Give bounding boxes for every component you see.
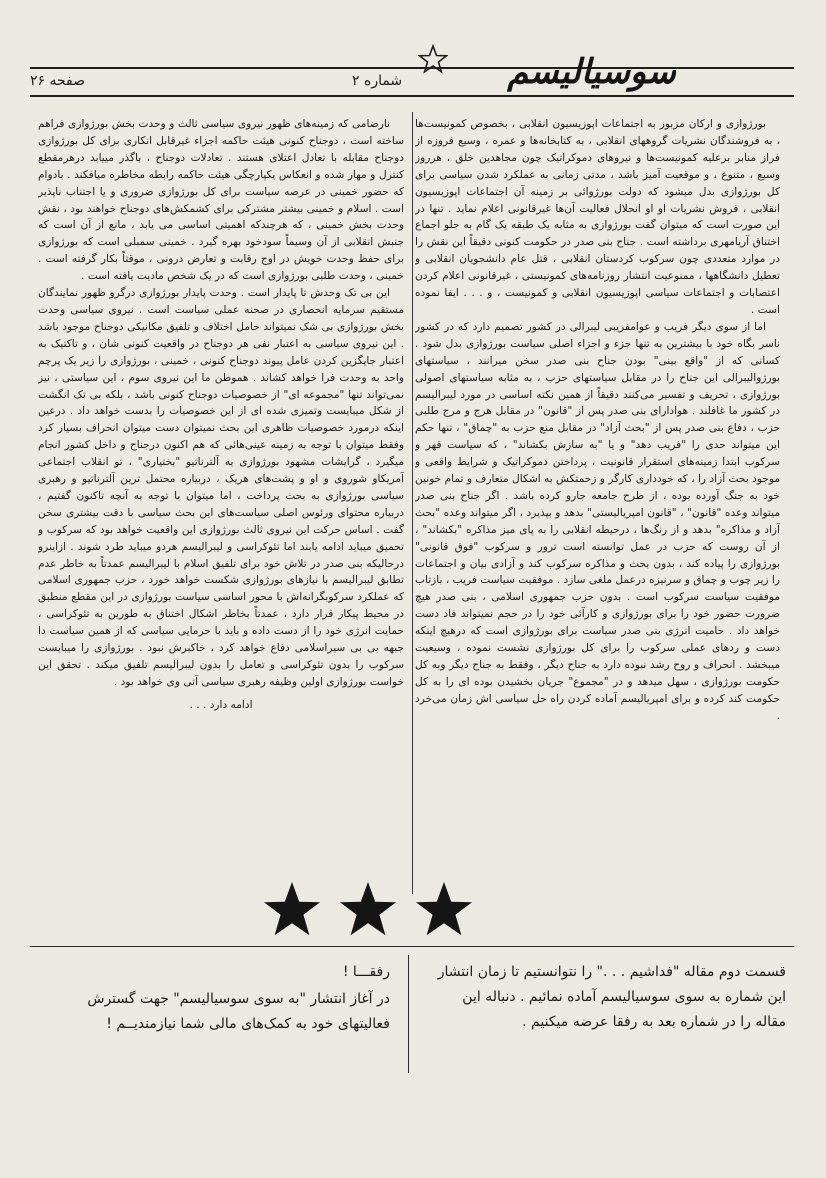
star-icon	[414, 880, 474, 938]
masthead	[0, 0, 826, 100]
page-number: صفحه ۲۶	[30, 73, 86, 89]
notice-text: در آغاز انتشار "به سوی سوسیالیسم" جهت گسترش فعالیتهای خود به کمک‌های مالی شما نیازمندیــم !	[87, 991, 390, 1032]
star-icon	[262, 880, 322, 938]
notice-donation-appeal	[40, 960, 390, 1037]
section-rule	[30, 946, 794, 947]
notice-text: قسمت دوم مقاله "فداشیم . . ." را نتوانستیم تا زمان انتشار این شماره به سوی سوسیالیسم آماده نمائیم . دنباله این مقاله را در شماره بعد به رفقا عرضه میکنیم .	[437, 964, 786, 1030]
issue-number: شماره ۲	[352, 73, 403, 89]
masthead-rule-bottom	[30, 95, 794, 97]
paragraph: بورژوازی و ارکان مزبور به اجتماعات اپوزیسیون انقلابی ، بخصوص کمونیست‌ها ، به فروشندگان نشریات گروههای انقلابی ، به کتابخانه‌ها و عمره ، وسیع فروزه از فراز منابر برعلیه کمونیست‌ها و نیروهای دموکراتیک چون مجاهدین خلق ، هرروز وسیع ، متنوع ، و موقعیت آمیز باشد ، مدتی زمانی به عملکرد شدن سیاسی برای کل بورژوازی بدل میشود که دولت بورژوائی بر زمینه آن اجتماعات اپوزیسیون انقلابی ، فروش نشریات او او انحلال فعالیت آن‌ها غیرقانونی اعلام نماید . تنها در این صورت است که میتوان گفت بورژوازی به مثابه یک طبقه یک گام به جلو اجماع اختناق آریامهری برداشته است . جناح بنی صدر در حکومت کنونی دقیقاً این نقش را در موارد متعددی چون سرکوب کردستان انقلابی ، قتل عام دانشجویان انقلابی و تعطیل دانشگاهها ، ممنوعیت انتشار روزنامه‌های کمونیستی ، غیرقانونی اعلام کردن اعتصابات و اجتماعات سیاسی اپوزیسیون انقلابی و کمونیست ، و . . . ایفا نموده است .	[415, 118, 780, 316]
notice-divider	[408, 955, 409, 1073]
star-icon	[338, 880, 398, 938]
article-column-left	[38, 116, 404, 896]
paragraph: اما از سوی دیگر فریب و عوامفریبی لیبرالی در کشور تصمیم دارد که در کشور ناسر بگاه خود با بیشترین به تنها جزء و اجزاء اصلی سیاست بورژوازی بدل شود . کسانی که از "واقع بینی" بودن جناح بنی صدر سخن میرانند ، سیاستهای بورژوالیبرالی این جناح را در مقابل سیاستهای حزب ، به مثابه سیاستهای اصولی بورژوازی ، تحریف و تفسیر می‌کنند دقیقاً از همین نکته اساسی در مورد لیبرالیسم در کشور ما غافلند . هوادارای بنی صدر پس از "قانون" در مقابل هرج و مرج طلبی حزب ، دفاع بنی صدر پس از "بحث آزاد" در مقابل منع حزب به "چماق" ، تنها حکم این میتواند حدی را "فریب دهد" و یا "به سازش بکشاند" ، که سیاست قهر و سرکوب ابتدا زمینه‌های استقرار قانونیت ، پرداختن دموکراتیک و شرایط واقعی و موجود بحث آزاد را ، که خودداری کارگر و زحمتکش به اشکال متعارف و تمام خونین خود به جنگ آورده بوده ، از طرح جامعه جارو کرده باشد . اگر جناح بنی صدر میتواند وعده "قانون" ، "قانون امپریالیستی" بدهد و بپذیرد ، اگر میتواند وعده "بحث آزاد و مذاکره" بدهد و از رنگ‌ها ، درحیطه انقلابی را به پای میز مذاکره "بکشاند" ، از آن روست که حزب در عمل توانسته است ترور و سرکوب "فوق قانونی" بورژوازی را پیاده کند ، بدون بحث و مذاکره سرکوب کند و آزادی بیان و اجتماعات را زیر چوب و چماق و سرنیزه درعمل ملغی سازد . موفقیت سیاست فریب ، بازتاب موفقیت سیاست سرکوب است . بدون حزب جمهوری اسلامی ، بنی صدر هیچ ضرورت حضور خود را برای بورژوازی و کارآئی خود را در حجم نمیتواند فاد دست خواهد داد . حامیت انرژی بنی صدر سیاست برای بورژوازی است که درهیچ اینکه دست و ردهای عملی سرکوب را برای کل بورژوازی نشست نموده ، وسیعیت میبخشد . انحراف و روح رشد نبوده دارد به جناح دیگر ، وفقط به جناح دیگر وبه کل حکومت بورژوازی ، سهل میدهد و در "مجموع" جریان بخشیدن بوده ای را به کل حکومت کند کرده و برای امپریالیسم آماده کردن راه حل سیاسی اش زمان می‌خرد .	[415, 320, 780, 722]
continued-note: ادامه دارد . . .	[189, 698, 253, 711]
notice-greeting: رفقـــا !	[342, 964, 390, 980]
section-break-stars	[262, 880, 562, 942]
column-divider	[412, 112, 413, 894]
paragraph: نارضامی که زمینه‌های ظهور نیروی سیاسی ثالث و وحدت بخش بورژوازی فراهم ساخته است ، دوجناح کنونی هیئت حاکمه اجزاء غیرقابل انکاری برای کل بورژوازی دوجناح مقابله با تعادل اعتلای هستند . تعادلات دوجناح ، باگذر مییابد درهرمقطع کنترل و مهار شده و انعکاس یکپارچگی هیئت حاکمه رابطه مخاطره میافکند . بادوام که حضور خمینی در عرصه سیاست برای کل بورژوازی ضروری و یا اجتناب ناپذیر است . اسلام و خمینی بیشتر مشترکی برای کشمکش‌های دوجناح خواهند بود ، نقش وحدت بخش خمینی ، که هرچندکه اهمیتی اساسی می یابد ، مانع از آن است که جنبش انقلابی از آن وسیماً سودخود بهره گیرد . خمینی سمبلی است که بورژوازی برای حفظ وحدت خویش در اوج رقابت و تعارض درونی ، موقتاً بکار گرفته است . خمینی ، وحدت طلبی بورژوازی است که در یک شخص مادیت یافته است .	[38, 118, 404, 283]
masthead-title: سوسیالیسم	[507, 52, 676, 92]
paragraph: این بی تک وحدش تا پایدار است . وحدت پایدار بورژوازی درگرو ظهور نمایندگان مستقیم سرمایه انحصاری در صحنه عملی سیاست است . نیروی سیاسی وحدت بخش بورژوازی بی شک نمیتواند حامل اختلاف و تلفیق مکانیکی دوجناح موجود باشد . این نیروی سیاسی به اعتبار نفی هر دوجناح در واقعیت کنونی شان ، و تاکتیک به اعتبار جایگزین کردن عامل پیوند دوجناح کنونی ، خمینی ، بورژوازی را زیر یک پرچم واحد به وحدت فرا خواهد کشاند . هموطن ما این نیروی سوم ، این سیاستی ، نیز نمی‌تواند تنها "مجموعه ای" از خصوصیات دوجناح کنونی باشد ، بلکه بی تک انگشت از شکل میبایست وتمیزی شده ای از این خصوصیات را بدست خواهد داد . درعین اینکه درمورد خصوصیات ظاهری این بحث نمیتوان دست میتوان انحراف بسیار کرد وفقط میتوان با توجه به زمینه عینی‌هائی که هم اکنون درجناح و داخل کشور انجام میگیرد ، گرایشات مشهود بورژوازی به آلترناتیو "بختیاری" ، تو انقلاب اجتماعی آمریکاو شوروی و او و پشت‌های هریک ، دربیاره محتمل ترین آلترناتیو و رهبری سیاسی بورژوازی به بحث پرداخت ، اما میتوان با توجه به آنچه تاکنون گفتیم ، دربیاره محتوای ورئوس اصلی سیاست‌های این بحث سیاسی با دقت بیشتری سخن گفت . اساس حرکت این نیروی ثالث بورژوازی این واقعیت خواهد بود که سرکوب و تحمیق میباید ادامه یابند اما تئوکراسی و لیبرالیسم هردو میباید طرد شوند . ازاینرو درحالیکه بنی صدر در تلاش خود برای تلفیق اسلام با لیبرالیسم عمدتاً به خاطر عدم تطابق لیبرالیسم با نیازهای بورژوازی شکست خواهد خورد ، حزب جمهوری اسلامی که عملکرد سرکوبگرانه‌اش با محور اساسی سیاست بورژوازی در این مقطع منطبق در محیط پیکار قرار دارد ، عمدتاً بخاطر اشکال اختناق به طورین به تئوکراسی ، حمایت انرژی خود را از دست داده و باید با حرمایی سیاسی که از همین سیاست دا جبهه بی بی سیراسلامی دفاع خواهد کرد ، خاکبرش نبود . بورژوازی را میبایست سرکوب را بدون تئوکراسی و تعامل را بدون لیبرالیسم تلفیق میکند . تحقق این خواست بورژوازی اولین وظیفه رهبری سیاسی آتی وی خواهد بود .	[38, 287, 404, 688]
notice-article-postponed	[436, 960, 786, 1035]
article-column-right	[415, 116, 780, 896]
